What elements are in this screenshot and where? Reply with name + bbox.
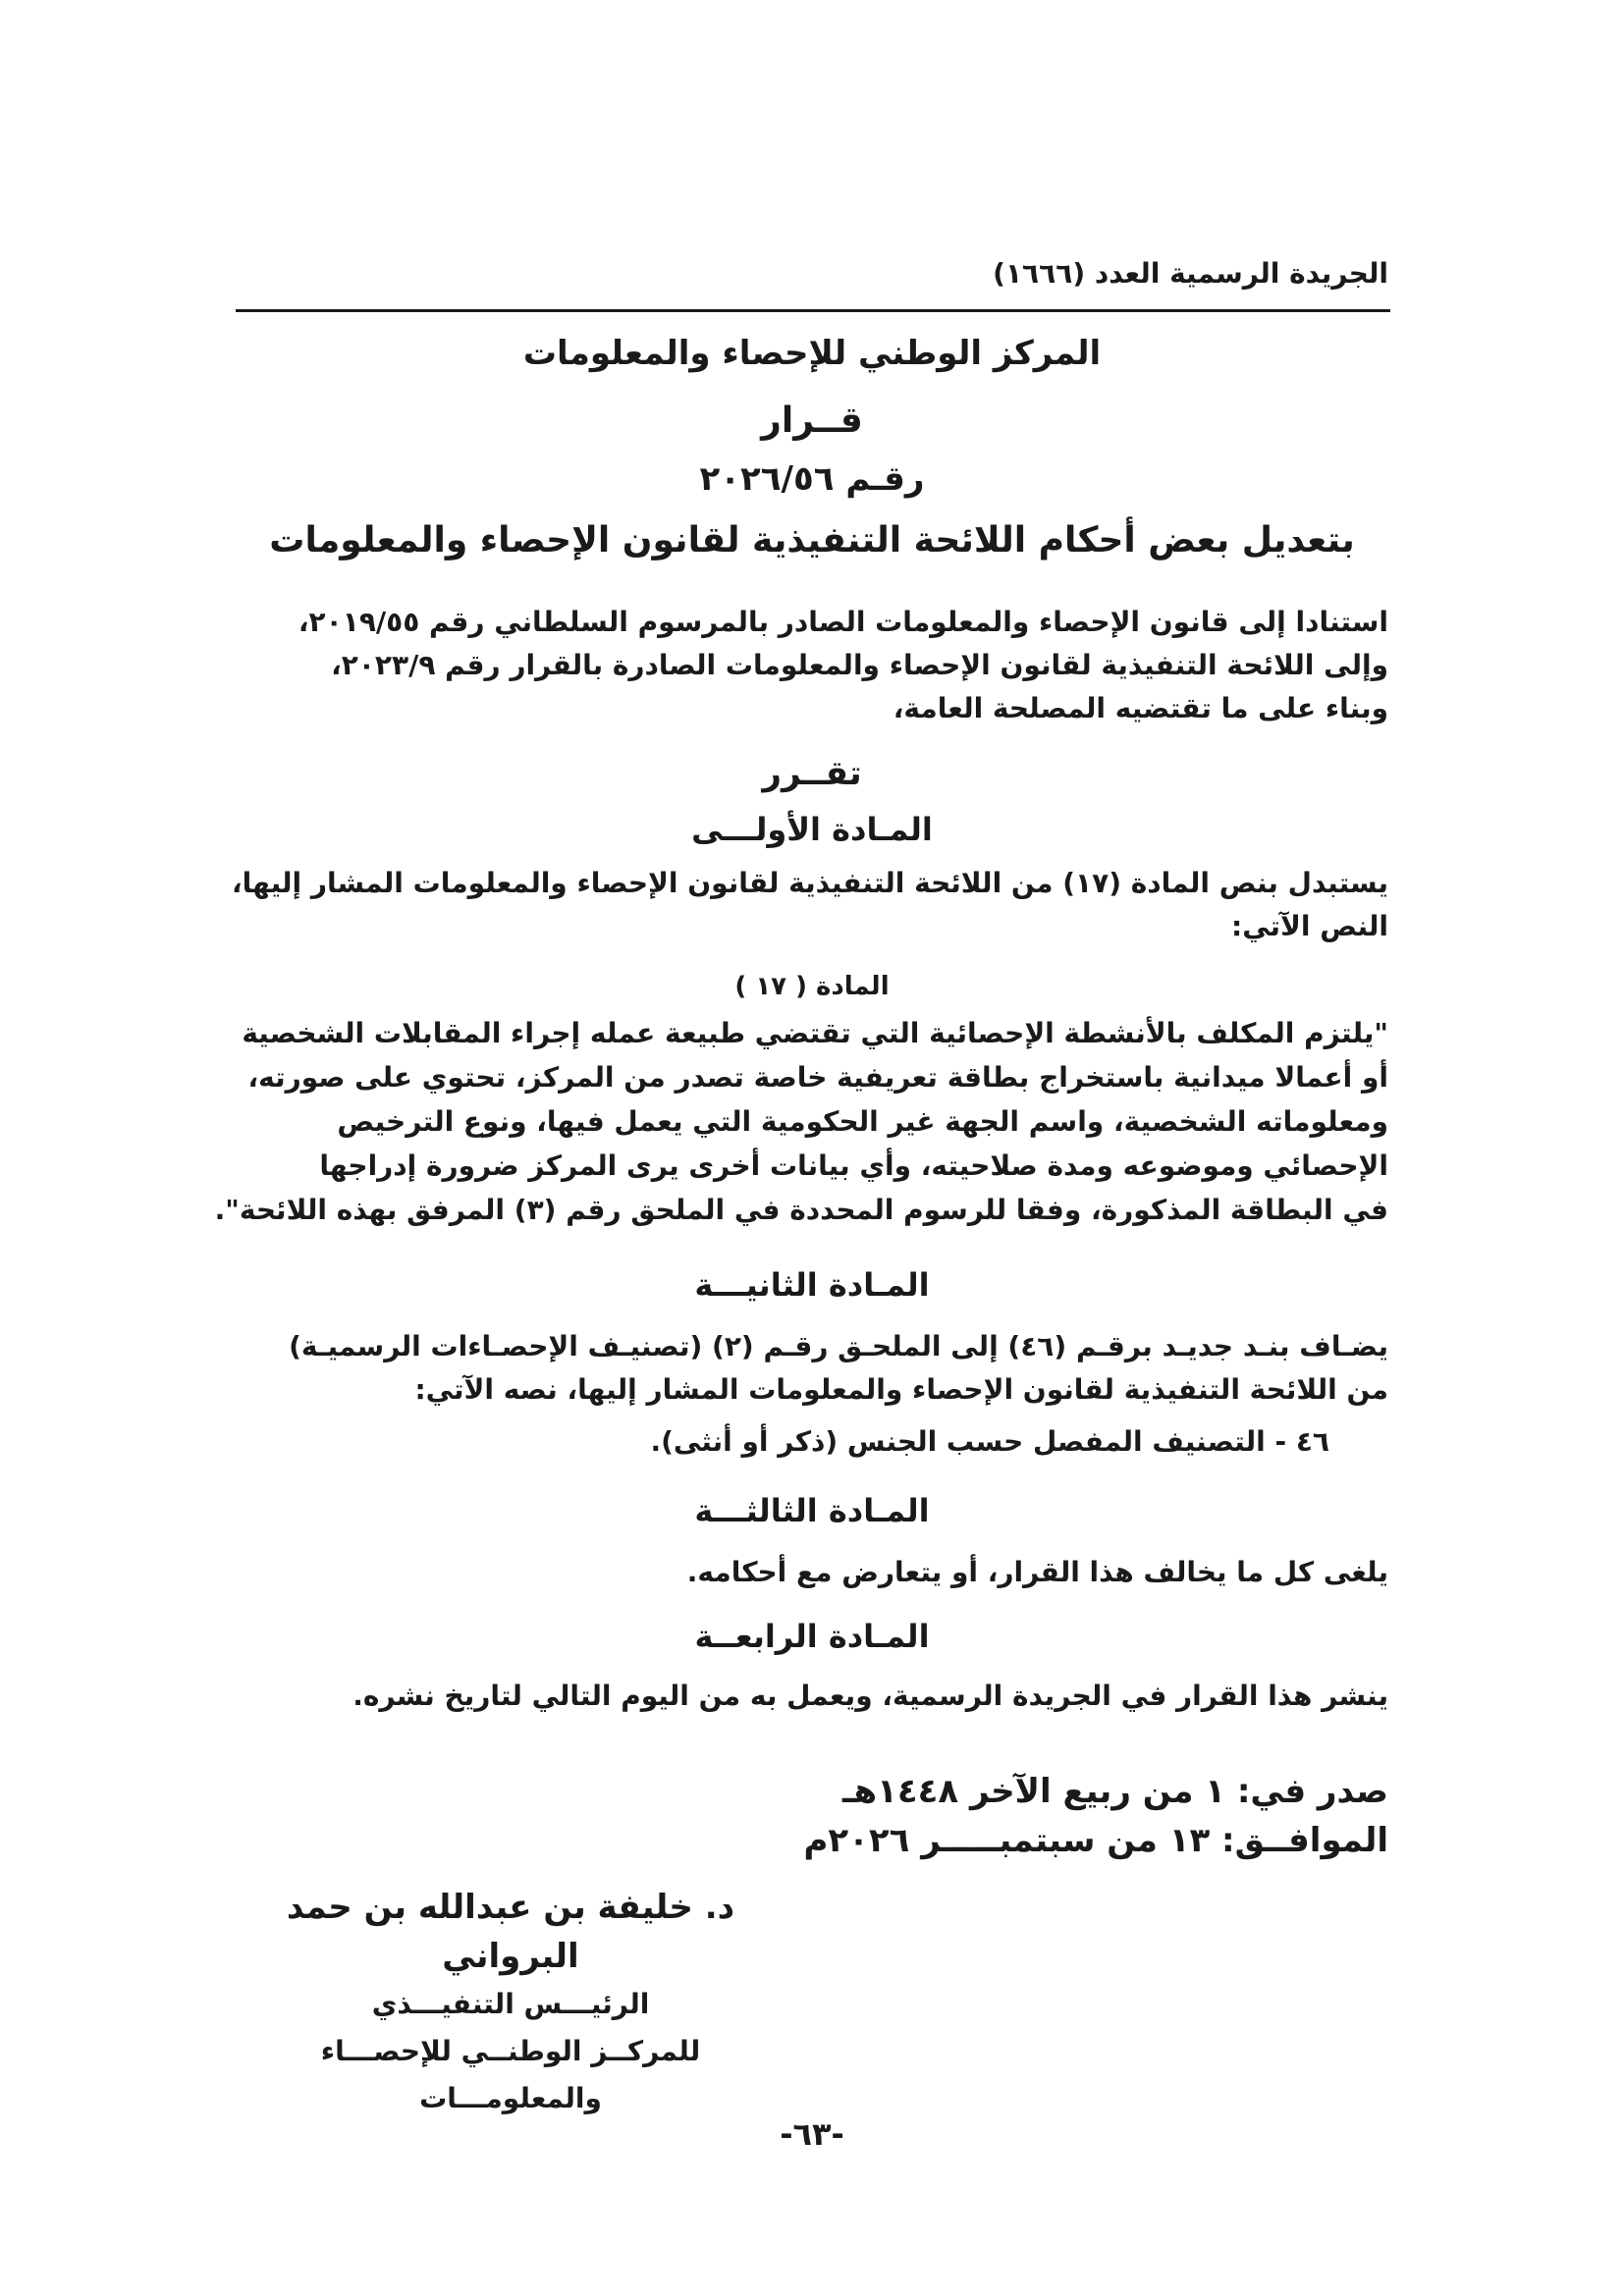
article-2-heading: المـادة الثانيـــة (694, 1266, 930, 1304)
article-2-text (236, 1325, 1388, 1412)
article-2-line: يضـاف بنـد جديـد برقـم (٤٦) إلى الملحـق رقـم (٢) (تصنيـف الإحصـاءات الرسميـة) (289, 1330, 1388, 1362)
signature-block (236, 1883, 785, 2122)
article-1-text (231, 862, 1388, 948)
decision-number: رقـم ٢٠٢٦/٥٦ (699, 459, 925, 499)
article-2-line: من اللائحة التنفيذية لقانون الإحصاء والمعلومات المشار إليها، نصه الآتي: (414, 1373, 1388, 1406)
quoted-line: "يلتزم المكلف بالأنشطة الإحصائية التي تقتضي طبيعة عمله إجراء المقابلات الشخصية (242, 1017, 1388, 1049)
gazette-header: الجريدة الرسمية العدد (١٦٦٦) (993, 257, 1388, 290)
article-3-line: يلغى كل ما يخالف هذا القرار، أو يتعارض مع أحكامه. (686, 1556, 1388, 1588)
article-4-text (236, 1675, 1388, 1718)
preamble-line: وبناء على ما تقتضيه المصلحة العامة، (893, 692, 1388, 724)
header-divider (236, 309, 1390, 312)
quoted-line: ومعلوماته الشخصية، واسم الجهة غير الحكومية التي يعمل فيها، ونوع الترخيص (337, 1105, 1388, 1138)
signatory-name: د. خليفة بن عبدالله بن حمد البرواني (286, 1888, 735, 1976)
quoted-line: في البطاقة المذكورة، وفقا للرسوم المحددة في الملحق رقم (٣) المرفق بهذه اللائحة". (214, 1194, 1388, 1226)
article-1-heading: المـادة الأولـــى (691, 811, 933, 848)
quoted-line: الإحصائي وموضوعه ومدة صلاحيته، وأي بيانات أخرى يرى المركز ضرورة إدراجها (319, 1149, 1388, 1182)
issue-date (803, 1767, 1388, 1865)
preamble (236, 601, 1388, 730)
preamble-line: استنادا إلى قانون الإحصاء والمعلومات الصادر بالمرسوم السلطاني رقم ٢٠١٩/٥٥، (298, 606, 1388, 638)
quoted-article-heading: المادة ( ١٧ ) (734, 972, 890, 1001)
page-number: -٦٣- (780, 2115, 844, 2153)
article-4-line: ينشر هذا القرار في الجريدة الرسمية، ويعمل به من اليوم التالي لتاريخ نشره. (352, 1680, 1388, 1712)
article-2-item: ٤٦ - التصنيف المفصل حسب الجنس (ذكر أو أنثى). (650, 1425, 1329, 1458)
article-3-text (236, 1551, 1388, 1594)
article-1-line: يستبدل بنص المادة (١٧) من اللائحة التنفيذية لقانون الإحصاء والمعلومات المشار إليها، (231, 867, 1388, 899)
signatory-organization: للمركــز الوطنــي للإحصـــاء والمعلومـــات (320, 2035, 701, 2114)
organization-title: المركز الوطني للإحصاء والمعلومات (522, 334, 1102, 373)
issue-date-gregorian: الموافــق: ١٣ من سبتمبـــــر ٢٠٢٦م (803, 1821, 1388, 1860)
signatory-title: الرئيـــس التنفيـــذي (371, 1988, 650, 2020)
decision-label: قــرار (761, 400, 863, 441)
preamble-line: وإلى اللائحة التنفيذية لقانون الإحصاء والمعلومات الصادرة بالقرار رقم ٢٠٢٣/٩، (331, 649, 1388, 681)
issue-date-hijri: صدر في: ١ من ربيع الآخر ١٤٤٨هـ (841, 1772, 1388, 1811)
article-4-heading: المـادة الرابعــة (694, 1618, 930, 1655)
decides-heading: تقــرر (762, 754, 862, 793)
quoted-line: أو أعمالا ميدانية باستخراج بطاقة تعريفية خاصة تصدر من المركز، تحتوي على صورته، (247, 1061, 1388, 1094)
article-1-line: النص الآتي: (1231, 910, 1388, 942)
article-3-heading: المـادة الثالثـــة (694, 1492, 930, 1529)
decision-subject: بتعديل بعض أحكام اللائحة التنفيذية لقانون الإحصاء والمعلومات (269, 520, 1355, 561)
quoted-article-text (214, 1011, 1388, 1232)
